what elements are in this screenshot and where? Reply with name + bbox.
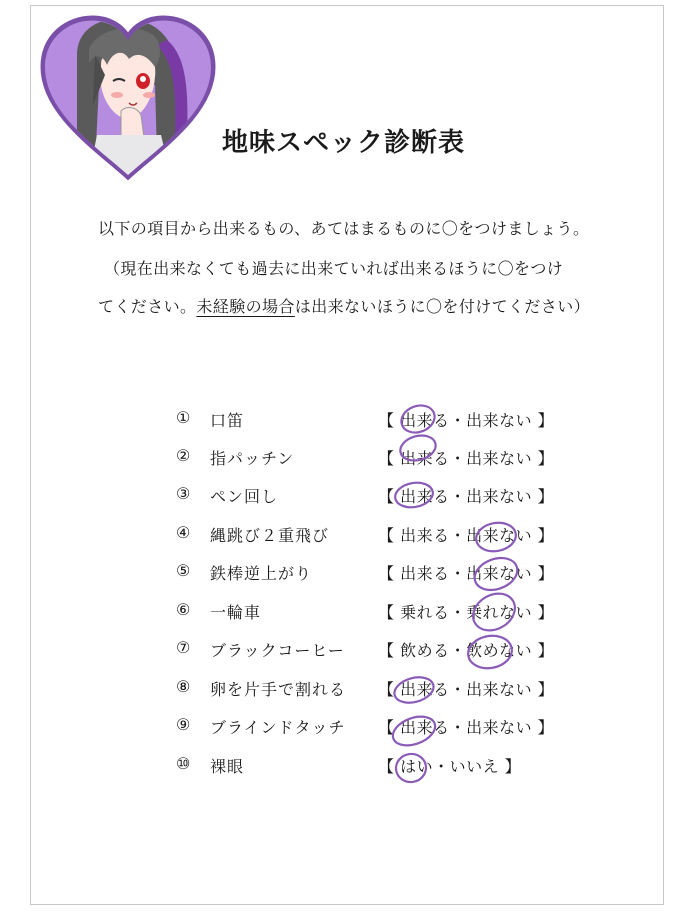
item-label: 縄跳び２重飛び — [210, 526, 330, 545]
item-number: ② — [176, 446, 191, 465]
checklist-row — [0, 715, 698, 743]
answer-options[interactable]: 【 乗れる・乗れない 】 — [378, 603, 555, 622]
checklist-row — [0, 600, 698, 628]
answer-options[interactable]: 【 出来る・出来ない 】 — [378, 487, 555, 506]
item-number: ⑩ — [176, 754, 191, 773]
instruction-text-b: は出来ないほうに〇を付けてください） — [294, 297, 591, 316]
checklist-row — [0, 677, 698, 705]
checklist-row — [0, 446, 698, 474]
instruction-line-3 — [98, 294, 590, 317]
answer-options[interactable]: 【 出来る・出来ない 】 — [378, 718, 555, 737]
item-number: ③ — [176, 484, 191, 503]
item-number: ⑤ — [176, 561, 191, 580]
anime-character-heart-icon — [37, 15, 219, 185]
item-label: 口笛 — [210, 411, 245, 430]
item-number: ⑥ — [176, 600, 191, 619]
instruction-underlined-text: 未経験の場合 — [196, 297, 295, 316]
document-title: 地味スペック診断表 — [222, 128, 466, 158]
item-number: ⑦ — [176, 638, 191, 657]
checklist-row — [0, 408, 698, 436]
checklist-row — [0, 561, 698, 589]
checklist-row — [0, 523, 698, 551]
answer-options[interactable]: 【 はい・いいえ 】 — [378, 757, 522, 776]
instruction-text-a: てください。 — [98, 297, 197, 316]
item-label: 裸眼 — [210, 757, 245, 776]
answer-options[interactable]: 【 出来る・出来ない 】 — [378, 526, 555, 545]
item-label: ペン回し — [210, 487, 279, 506]
answer-options[interactable]: 【 出来る・出来ない 】 — [378, 680, 555, 699]
item-number: ④ — [176, 523, 191, 542]
item-number: ⑨ — [176, 715, 191, 734]
item-label: 卵を片手で割れる — [210, 680, 347, 699]
item-number: ① — [176, 408, 191, 427]
checklist-row — [0, 484, 698, 512]
item-label: 指パッチン — [210, 449, 295, 468]
checklist-row — [0, 638, 698, 666]
instruction-line-2: （現在出来なくても過去に出来ていれば出来るほうに〇をつけ — [104, 259, 564, 278]
answer-options[interactable]: 【 飲める・飲めない 】 — [378, 641, 555, 660]
answer-options[interactable]: 【 出来る・出来ない 】 — [378, 449, 555, 468]
item-label: 一輪車 — [210, 603, 262, 622]
checklist-row — [0, 754, 698, 782]
item-label: ブラックコーヒー — [210, 641, 345, 660]
instruction-line-1: 以下の項目から出来るもの、あてはまるものに〇をつけましょう。 — [98, 219, 590, 238]
item-number: ⑧ — [176, 677, 191, 696]
item-label: ブラインドタッチ — [210, 718, 346, 737]
item-label: 鉄棒逆上がり — [210, 564, 313, 583]
answer-options[interactable]: 【 出来る・出来ない 】 — [378, 564, 555, 583]
answer-options[interactable]: 【 出来る・出来ない 】 — [378, 411, 555, 430]
